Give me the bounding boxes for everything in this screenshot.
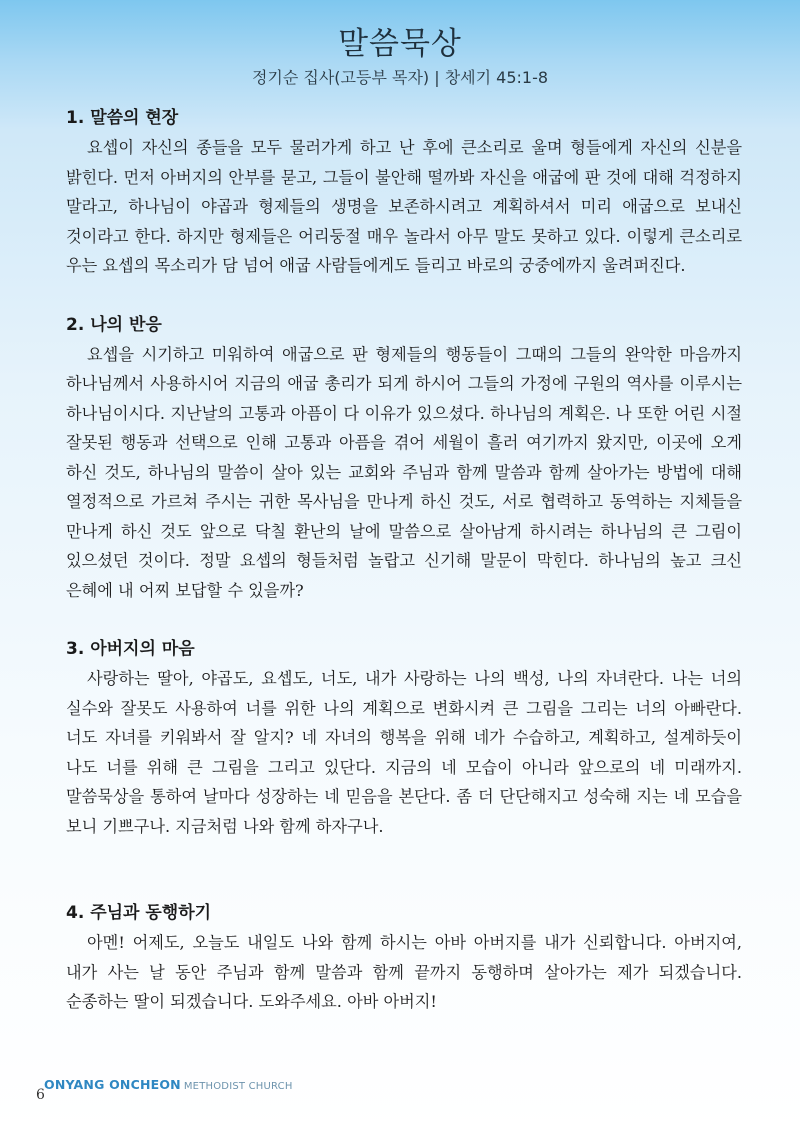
page-title: 말씀묵상 bbox=[338, 26, 462, 62]
section-heading: 1. 말씀의 현장 bbox=[66, 108, 179, 128]
church-logo-subtitle: METHODIST CHURCH bbox=[183, 1081, 293, 1092]
section-father-heart bbox=[66, 635, 742, 841]
section-heading: 3. 아버지의 마음 bbox=[66, 639, 195, 659]
section-paragraph: 요셉을 시기하고 미워하여 애굽으로 판 형제들의 행동들이 그때의 그들의 완악한 마음까지 하나님께서 사용하시어 지금의 애굽 총리가 되게 하시어 그들의 가정에 구원의 역사를 이루시는 하나님이시다. 지난날의 고통과 아픔이 다 이유가 있으셨다. 하나님의 계획은. 나 또한 어린 시절 잘못된 행동과 선택으로 인해 고통과 아픔을 겪어 세월이 흘러 여기까지 왔지만, 이곳에 오게 하신 것도, 하나님의 말씀이 살아 있는 교회와 주님과 함께 말씀과 함께 살아가는 방법에 대해 열정적으로 가르쳐 주시는 귀한 목사님을 만나게 하신 것도, 서로 협력하고 동역하는 지체들을 만나게 하신 것도 앞으로 닥칠 환난의 날에 말씀으로 살아남게 하시려는 하나님의 큰 그림이 있으셨던 것이다. 정말 요셉의 형들처럼 놀랍고 신기해 말문이 막힌다. 하나님의 높고 크신 은혜에 내 어찌 보답할 수 있을까? bbox=[66, 344, 742, 600]
section-response bbox=[66, 311, 742, 606]
section-walk-with-lord bbox=[66, 899, 742, 1017]
church-logo bbox=[44, 1077, 293, 1092]
article-body bbox=[66, 104, 742, 1017]
section-heading: 2. 나의 반응 bbox=[66, 314, 162, 335]
page-subtitle: 정기순 집사(고등부 목자) | 창세기 45:1-8 bbox=[251, 68, 549, 87]
page-number: 6 bbox=[36, 1087, 45, 1103]
section-scene bbox=[66, 104, 742, 281]
page-header bbox=[0, 0, 800, 100]
section-heading: 4. 주님과 동행하기 bbox=[66, 903, 212, 923]
section-paragraph: 요셉이 자신의 종들을 모두 물러가게 하고 난 후에 큰소리로 울며 형들에게 자신의 신분을 밝힌다. 먼저 아버지의 안부를 묻고, 그들이 불안해 떨까봐 자신을 애굽에 판 것에 대해 걱정하지 말라고, 하나님이 야곱과 형제들의 생명을 보존하시려고 계획하셔서 미리 애굽으로 보내신 것이라고 한다. 하지만 형제들은 어리둥절 매우 놀라서 아무 말도 못하고 있다. 이렇게 큰소리로 우는 요셉의 목소리가 담 넘어 애굽 사람들에게도 들리고 바로의 궁중에까지 울려퍼진다. bbox=[66, 138, 742, 275]
section-paragraph: 사랑하는 딸아, 야곱도, 요셉도, 너도, 내가 사랑하는 나의 백성, 나의 자녀란다. 나는 너의 실수와 잘못도 사용하여 너를 위한 나의 계획으로 변화시켜 큰 그림을 그리는 너의 아빠란다. 너도 자녀를 키워봐서 잘 알지? 네 자녀의 행복을 위해 네가 수습하고, 계획하고, 설계하듯이 나도 너를 위해 큰 그림을 그리고 있단다. 지금의 네 모습이 아니라 앞으로의 네 미래까지. 말씀묵상을 통하여 날마다 성장하는 네 믿음을 본단다. 좀 더 단단해지고 성숙해 지는 네 모습을 보니 기쁘구나. 지금처럼 나와 함께 하자구나. bbox=[66, 669, 742, 836]
section-paragraph: 아멘! 어제도, 오늘도 내일도 나와 함께 하시는 아바 아버지를 내가 신뢰합니다. 아버지여, 내가 사는 날 동안 주님과 함께 말씀과 함께 끝까지 동행하며 살아가는 제가 되겠습니다. 순종하는 딸이 되겠습니다. 도와주세요. 아바 아버지! bbox=[66, 933, 742, 1011]
church-logo-name: ONYANG ONCHEON bbox=[44, 1077, 181, 1092]
